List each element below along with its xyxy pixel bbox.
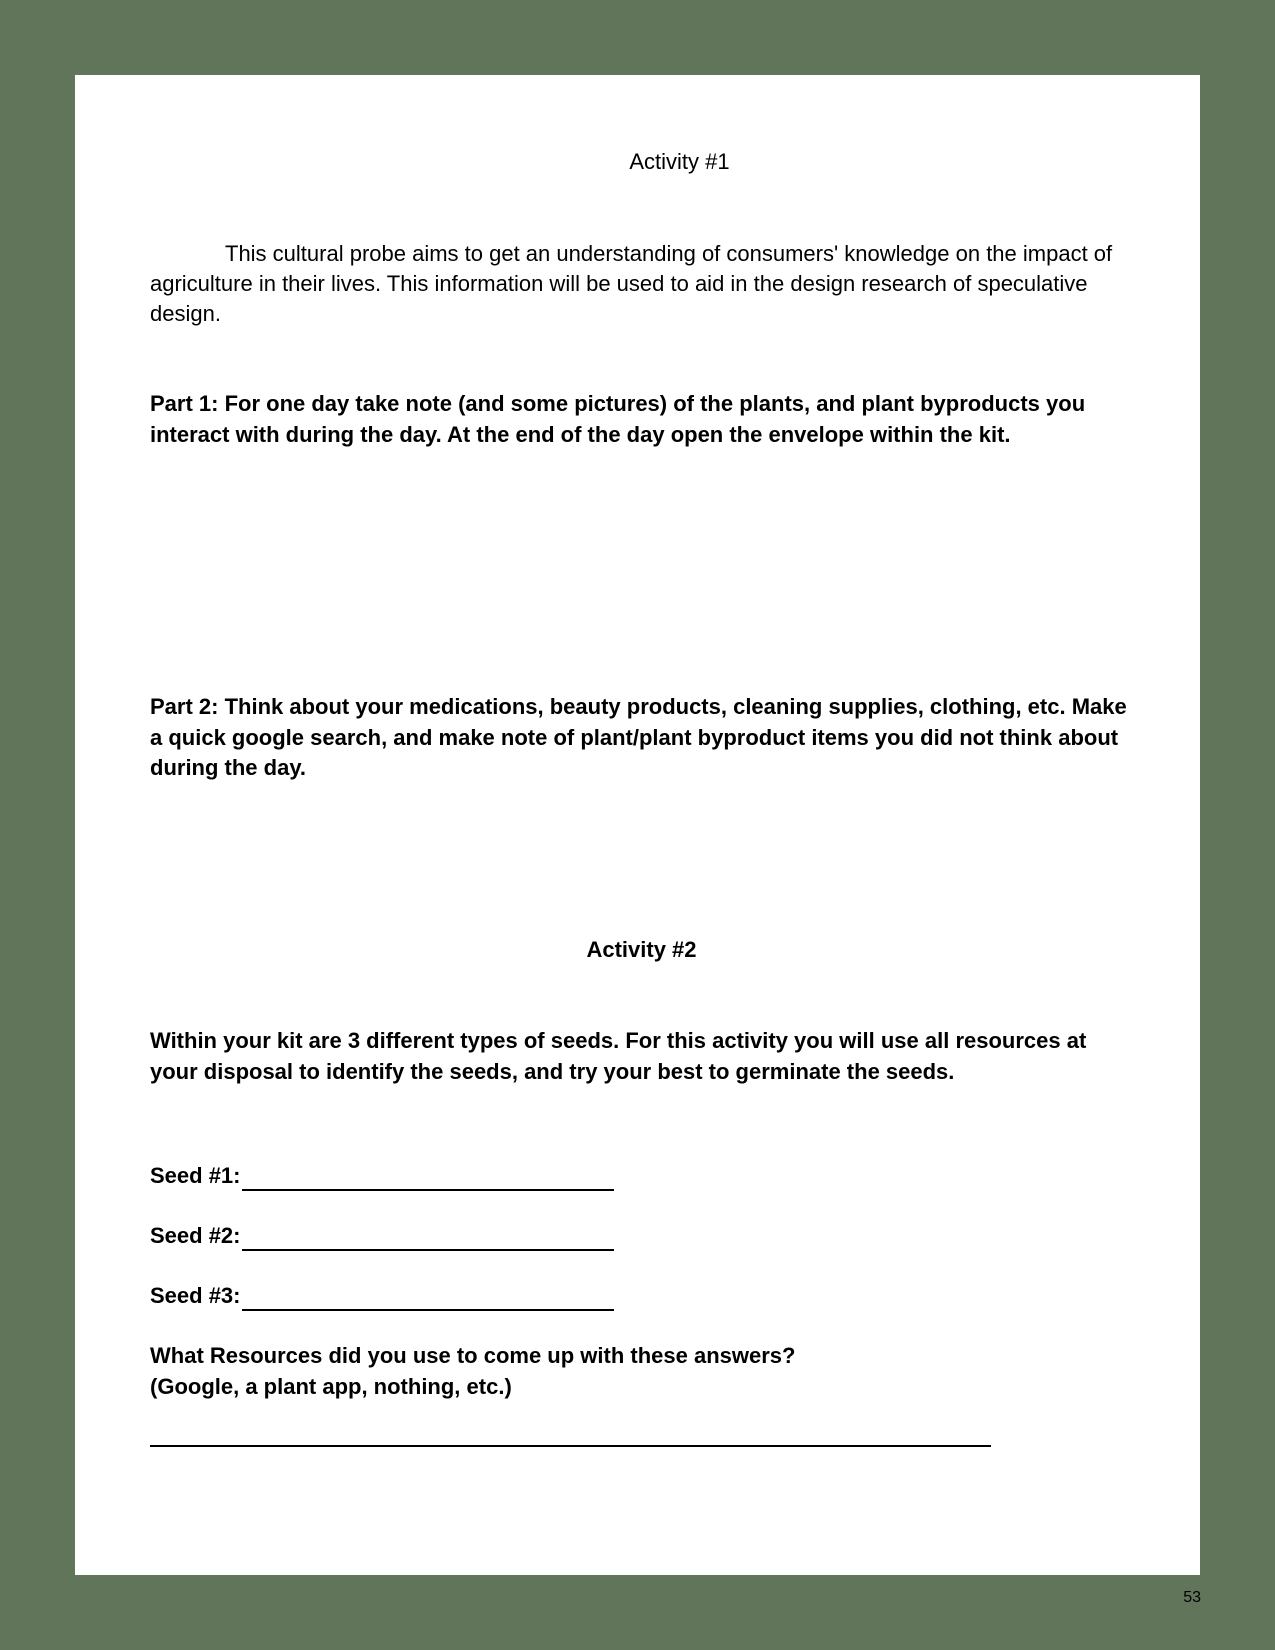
page-number: 53 xyxy=(1183,1589,1201,1606)
resources-answer-line[interactable] xyxy=(150,1445,991,1447)
activity2-title: Activity #2 xyxy=(586,937,697,962)
seed-3-row xyxy=(150,1281,614,1311)
worksheet-page xyxy=(75,75,1200,1575)
seed-3-label: Seed #3: xyxy=(150,1283,241,1308)
activity1-part1-instructions: Part 1: For one day take note (and some pictures) of the plants, and plant byproducts you interact with during the day. At the end of the day open the envelope within the kit. xyxy=(150,391,1086,447)
activity1-part2-instructions: Part 2: Think about your medications, beauty products, cleaning supplies, clothing, etc. Make a quick google search, and make note of plant/plant byproduct items you did not think about during the day. xyxy=(150,694,1127,780)
seed-1-answer-line[interactable] xyxy=(242,1165,614,1191)
seed-1-row xyxy=(150,1161,614,1191)
activity1-intro-paragraph: This cultural probe aims to get an understanding of consumers' knowledge on the impact of agriculture in their lives. This information will be used to aid in the design research of speculative design. xyxy=(150,241,1113,326)
seed-3-answer-line[interactable] xyxy=(242,1285,614,1311)
seed-2-label: Seed #2: xyxy=(150,1223,241,1248)
seed-2-row xyxy=(150,1221,614,1251)
seed-1-label: Seed #1: xyxy=(150,1163,241,1188)
activity1-title: Activity #1 xyxy=(629,149,730,174)
activity2-instructions: Within your kit are 3 different types of seeds. For this activity you will use all resources at your disposal to identify the seeds, and try your best to germinate the seeds. xyxy=(150,1028,1087,1084)
seed-2-answer-line[interactable] xyxy=(242,1225,614,1251)
resources-question-line1: What Resources did you use to come up with these answers? xyxy=(150,1343,796,1368)
resources-question-line2: (Google, a plant app, nothing, etc.) xyxy=(150,1373,512,1399)
resources-question xyxy=(150,1341,1135,1402)
